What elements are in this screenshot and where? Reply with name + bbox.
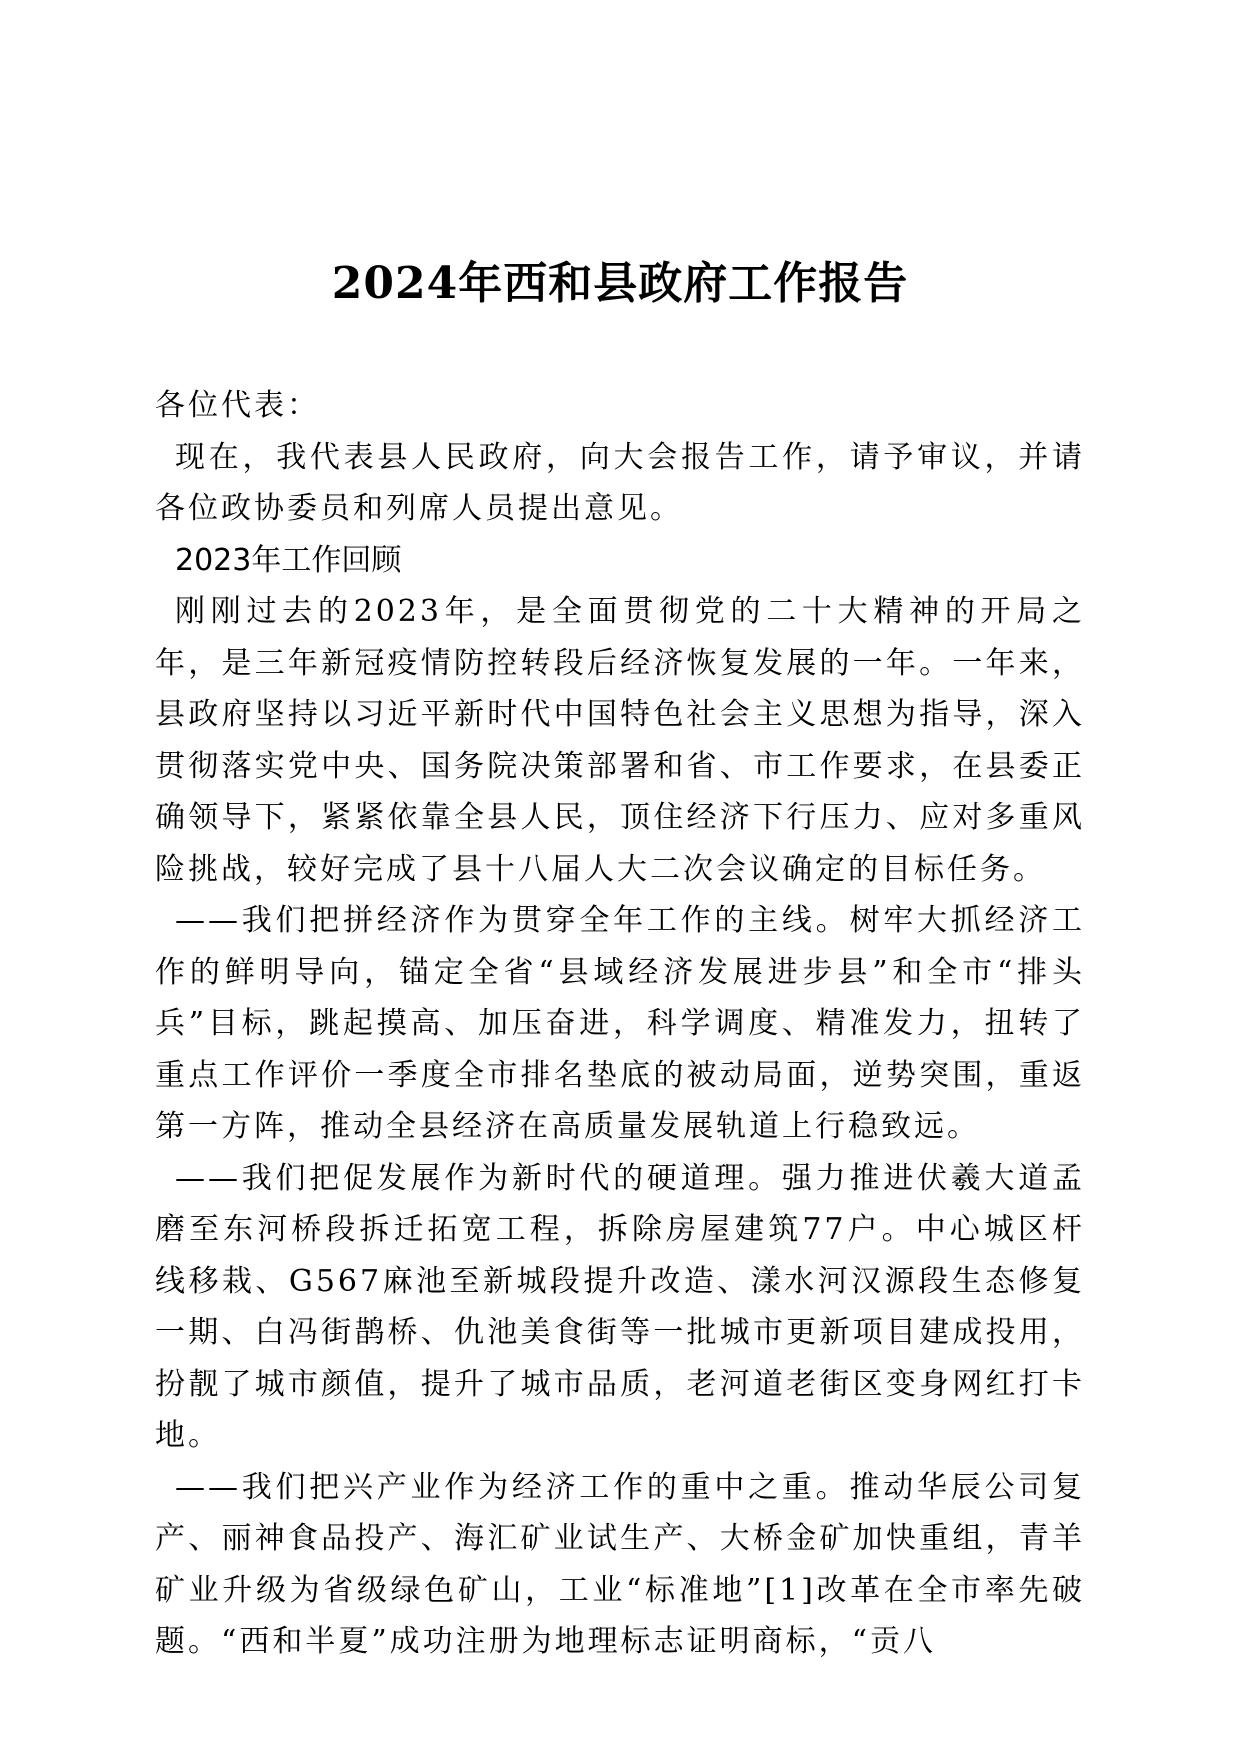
salutation: 各位代表： [155,388,320,423]
paragraph-industry: ——我们把兴产业作为经济工作的重中之重。推动华辰公司复产、丽神食品投产、海汇矿业试生产、大桥金矿加快重组，青羊矿业升级为省级绿色矿山，工业“标准地”[1]改革在全市率先破题。“西和半夏”成功注册为地理标志证明商标，“贡八 [155,1469,1085,1659]
paragraph-intro: 现在，我代表县人民政府，向大会报告工作，请予审议，并请各位政协委员和列席人员提出意见。 [155,439,1085,526]
paragraph-economy: ——我们把拼经济作为贯穿全年工作的主线。树牢大抓经济工作的鲜明导向，锚定全省“县域经济发展进步县”和全市“排头兵”目标，跳起摸高、加压奋进，科学调度、精准发力，扭转了重点工作评价一季度全市排名垫底的被动局面，逆势突围，重返第一方阵，推动全县经济在高质量发展轨道上行稳致远。 [155,903,1085,1144]
paragraph-review: 刚刚过去的2023年，是全面贯彻党的二十大精神的开局之年，是三年新冠疫情防控转段后经济恢复发展的一年。一年来，县政府坚持以习近平新时代中国特色社会主义思想为指导，深入贯彻落实党中央、国务院决策部署和省、市工作要求，在县委正确领导下，紧紧依靠全县人民，顶住经济下行压力、应对多重风险挑战，较好完成了县十八届人大二次会议确定的目标任务。 [155,594,1085,887]
document-body [155,380,1085,1668]
paragraph-development: ——我们把促发展作为新时代的硬道理。强力推进伏羲大道孟磨至东河桥段拆迁拓宽工程，拆除房屋建筑77户。中心城区杆线移栽、G567麻池至新城段提升改造、漾水河汉源段生态修复一期、白冯街鹊桥、仇池美食街等一批城市更新项目建成投用，扮靓了城市颜值，提升了城市品质，老河道老街区变身网红打卡地。 [155,1160,1085,1453]
document-title: 2024年西和县政府工作报告 [331,258,909,309]
section-heading: 2023年工作回顾 [175,542,402,578]
